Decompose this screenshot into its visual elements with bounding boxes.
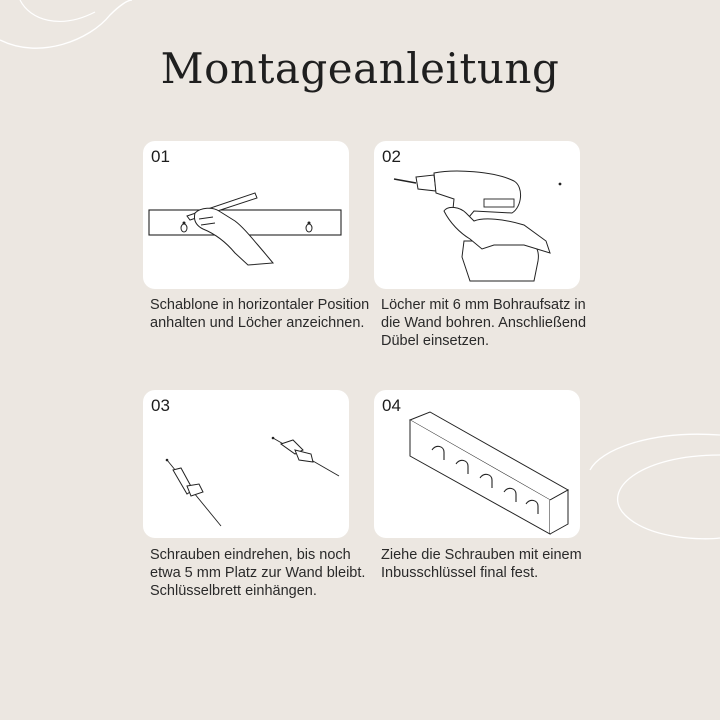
screw-insertion-illustration (143, 390, 349, 538)
step-3-text: Schrauben eindrehen, bis noch etwa 5 mm Platz zur Wand bleibt. Schlüsselbrett einhängen. (150, 547, 366, 599)
step-3-card (143, 390, 349, 538)
step-2-number: 02 (382, 147, 401, 166)
page-title: Montageanleitung (160, 44, 560, 93)
step-1-number: 01 (151, 147, 170, 166)
step-3-number: 03 (151, 396, 170, 415)
step-4-number: 04 (382, 396, 401, 415)
step-1-card (143, 141, 349, 289)
step-1-text: Schablone in horizontaler Position anhalten und Löcher anzeichnen. (150, 297, 370, 331)
step-4-text: Ziehe die Schrauben mit einem Inbusschlüssel final fest. (381, 547, 582, 581)
step-2-text: Löcher mit 6 mm Bohraufsatz in die Wand bohren. Anschließend Dübel einsetzen. (381, 297, 587, 349)
template-marking-illustration (143, 141, 349, 289)
step-2-card (374, 141, 580, 289)
drilling-illustration (374, 141, 580, 289)
key-rack-mounted-illustration (374, 390, 580, 538)
step-4-card (374, 390, 580, 538)
